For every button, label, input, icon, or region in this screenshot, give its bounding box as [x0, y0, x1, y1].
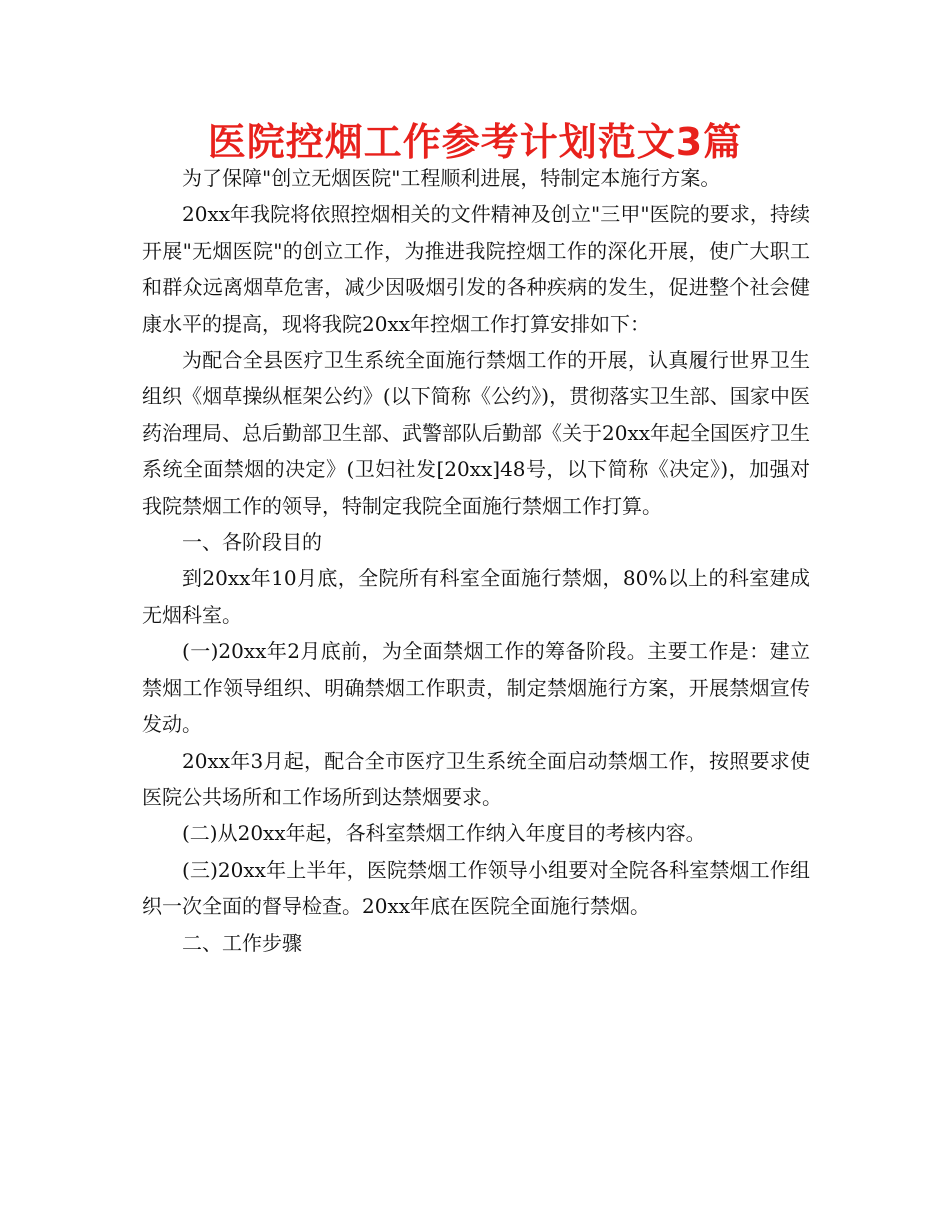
- section-heading-steps: 二、工作步骤: [182, 930, 302, 955]
- paragraph-march-start: 20xx年3月起，配合全市医疗卫生系统全面启动禁烟工作，按照要求使医院公共场所和工作场所到达禁烟要求。: [142, 748, 810, 809]
- paragraph-background: 20xx年我院将依照控烟相关的文件精神及创立"三甲"医院的要求，持续开展"无烟医院"的创立工作，为推进我院控烟工作的深化开展，使广大职工和群众远离烟草危害，减少因吸烟引发的各种疾病的发生，促进整个社会健康水平的提高，现将我院20xx年控烟工作打算安排如下：: [142, 202, 810, 336]
- paragraph-purpose: 为配合全县医疗卫生系统全面施行禁烟工作的开展，认真履行世界卫生组织《烟草操纵框架公约》(以下简称《公约》)，贯彻落实卫生部、国家中医药治理局、总后勤部卫生部、武警部队后勤部《关于20xx年起全国医疗卫生系统全面禁烟的决定》(卫妇社发[20xx]48号，以下简称《决定》)，加强对我院禁烟工作的领导，特制定我院全面施行禁烟工作打算。: [142, 348, 811, 518]
- paragraph-phase-one: (一)20xx年2月底前，为全面禁烟工作的筹备阶段。主要工作是：建立禁烟工作领导组织、明确禁烟工作职责，制定禁烟施行方案，开展禁烟宣传发动。: [142, 639, 810, 737]
- paragraph-intro: 为了保障"创立无烟医院"工程顺利进展，特制定本施行方案。: [182, 166, 721, 190]
- paragraph-goal-summary: 到20xx年10月底，全院所有科室全面施行禁烟，80%以上的科室建成无烟科室。: [142, 566, 810, 627]
- paragraph-phase-two: (二)从20xx年起，各科室禁烟工作纳入年度目的考核内容。: [182, 821, 706, 846]
- paragraph-phase-three: (三)20xx年上半年，医院禁烟工作领导小组要对全院各科室禁烟工作组织一次全面的督导检查。20xx年底在医院全面施行禁烟。: [142, 857, 810, 919]
- section-heading-goals: 一、各阶段目的: [182, 530, 322, 555]
- document-body: [142, 160, 810, 961]
- document-title: 医院控烟工作参考计划范文3篇: [207, 120, 743, 164]
